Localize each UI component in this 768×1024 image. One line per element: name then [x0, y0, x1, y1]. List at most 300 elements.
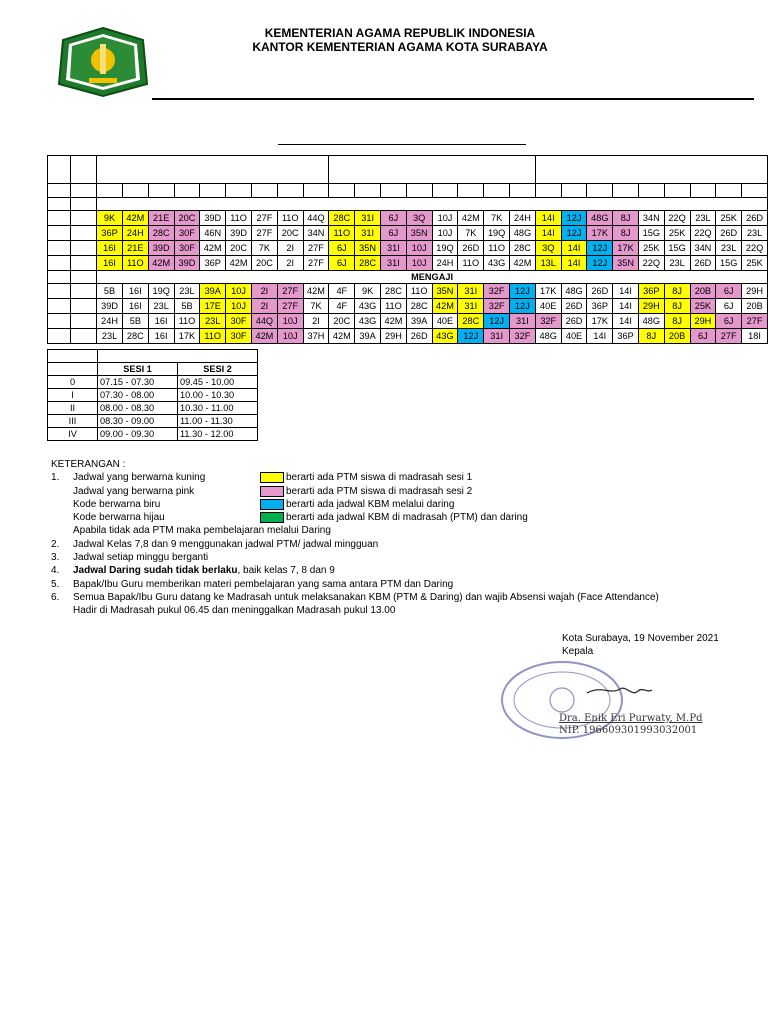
schedule-cell: 3Q: [535, 241, 561, 256]
schedule-cell: 31I: [458, 284, 484, 299]
schedule-cell: 35N: [613, 256, 639, 271]
schedule-cell: 36P: [638, 284, 664, 299]
header-cell: [97, 198, 768, 211]
schedule-cell: 23L: [716, 241, 742, 256]
schedule-cell: 8J: [664, 314, 690, 329]
schedule-cell: 28C: [122, 329, 148, 344]
session-time: 08.00 - 08.30: [98, 402, 178, 415]
note-6-continued: Hadir di Madrasah pukul 06.45 dan meninggalkan Madrasah pukul 13.00: [73, 605, 396, 617]
schedule-cell: 6J: [381, 211, 407, 226]
schedule-cell: 25K: [638, 241, 664, 256]
schedule-cell: 30F: [226, 314, 252, 329]
session-time: 11.00 - 11.30: [178, 415, 258, 428]
sesi-row: [48, 402, 258, 415]
schedule-cell: 22Q: [638, 256, 664, 271]
schedule-cell: 17K: [535, 284, 561, 299]
schedule-cell: 20C: [226, 241, 252, 256]
schedule-cell: 23L: [97, 329, 123, 344]
schedule-cell: 29H: [742, 284, 768, 299]
note-yellow-meaning: berarti ada PTM siswa di madrasah sesi 1: [286, 472, 473, 484]
schedule-cell: 8J: [664, 299, 690, 314]
header-cell: [71, 156, 97, 184]
note-number: 4.: [51, 565, 60, 577]
schedule-cell: 31I: [381, 256, 407, 271]
schedule-cell: 39D: [148, 241, 174, 256]
schedule-cell: 25K: [690, 299, 716, 314]
session-time: 07.30 - 08.00: [98, 389, 178, 402]
schedule-cell: 48G: [510, 226, 536, 241]
schedule-cell: 42M: [458, 211, 484, 226]
note-blue-meaning: berarti ada jadwal KBM melalui daring: [286, 498, 455, 510]
period-label: I: [48, 389, 98, 402]
header-cell: [226, 184, 252, 198]
schedule-cell: 28C: [355, 256, 381, 271]
schedule-cell: 16I: [148, 329, 174, 344]
schedule-cell: 17K: [174, 329, 200, 344]
schedule-cell: 11O: [329, 226, 355, 241]
schedule-cell: 43G: [355, 299, 381, 314]
schedule-cell: 39A: [200, 284, 226, 299]
sesi-row: [48, 415, 258, 428]
schedule-cell: 11O: [277, 211, 303, 226]
schedule-cell: 15G: [716, 256, 742, 271]
schedule-cell: 12J: [458, 329, 484, 344]
schedule-cell: 15G: [664, 241, 690, 256]
row-label-cell: [48, 256, 71, 271]
schedule-cell: 32F: [484, 284, 510, 299]
schedule-cell: 20B: [690, 284, 716, 299]
note-blue-label: Kode berwarna biru: [73, 498, 161, 510]
session-time: 08.30 - 09.00: [98, 415, 178, 428]
notes-title: KETERANGAN :: [51, 459, 126, 470]
schedule-cell: 28C: [458, 314, 484, 329]
schedule-cell: 10J: [406, 256, 432, 271]
sesi-header-row: [48, 363, 258, 376]
header-cell: [561, 184, 587, 198]
schedule-cell: 34N: [303, 226, 329, 241]
schedule-cell: 2I: [277, 256, 303, 271]
schedule-cell: 28C: [329, 211, 355, 226]
schedule-cell: 26D: [561, 299, 587, 314]
schedule-cell: 42M: [200, 241, 226, 256]
row-label-cell: [71, 226, 97, 241]
schedule-cell: 29H: [638, 299, 664, 314]
schedule-cell: 48G: [638, 314, 664, 329]
yellow-swatch: [260, 472, 284, 483]
sesi-2-header: SESI 2: [178, 363, 258, 376]
schedule-cell: 37H: [303, 329, 329, 344]
header-cell: [251, 184, 277, 198]
schedule-row: [48, 314, 768, 329]
schedule-cell: 36P: [613, 329, 639, 344]
schedule-cell: 42M: [226, 256, 252, 271]
schedule-cell: 10J: [277, 314, 303, 329]
schedule-cell: 29H: [690, 314, 716, 329]
row-label-cell: [48, 329, 71, 344]
header-cell: [277, 184, 303, 198]
signer-nip: NIP. 196609301993032001: [559, 725, 698, 736]
schedule-row: [48, 329, 768, 344]
schedule-cell: 13L: [535, 256, 561, 271]
schedule-cell: 14I: [561, 241, 587, 256]
schedule-cell: 42M: [122, 211, 148, 226]
schedule-cell: 14I: [613, 314, 639, 329]
header-cell: [329, 156, 535, 184]
schedule-cell: 39A: [406, 314, 432, 329]
header-cell: [458, 184, 484, 198]
schedule-cell: 20C: [251, 256, 277, 271]
schedule-row: [48, 241, 768, 256]
header-cell: [174, 184, 200, 198]
green-swatch: [260, 512, 284, 523]
kemenag-logo: [55, 26, 151, 98]
signer-identity: [559, 713, 702, 737]
schedule-cell: 23L: [174, 284, 200, 299]
header-cell: [690, 184, 716, 198]
sesi-row: [48, 376, 258, 389]
header-cell: [484, 184, 510, 198]
schedule-cell: 30F: [226, 329, 252, 344]
schedule-cell: 17K: [587, 226, 613, 241]
schedule-cell: 22Q: [664, 211, 690, 226]
schedule-cell: 3Q: [406, 211, 432, 226]
schedule-cell: 16I: [122, 299, 148, 314]
schedule-cell: 12J: [510, 284, 536, 299]
schedule-cell: 20C: [277, 226, 303, 241]
schedule-cell: 40E: [432, 314, 458, 329]
header-cell: [664, 184, 690, 198]
schedule-cell: 23L: [200, 314, 226, 329]
schedule-cell: 36P: [200, 256, 226, 271]
header-cell: [716, 184, 742, 198]
schedule-cell: 10J: [277, 329, 303, 344]
schedule-cell: 22Q: [690, 226, 716, 241]
schedule-cell: 26D: [742, 211, 768, 226]
schedule-cell: 24H: [97, 314, 123, 329]
schedule-cell: 17E: [200, 299, 226, 314]
schedule-cell: 6J: [716, 299, 742, 314]
schedule-cell: 27F: [742, 314, 768, 329]
row-label-cell: [71, 299, 97, 314]
schedule-cell: 24H: [510, 211, 536, 226]
schedule-cell: 10J: [432, 226, 458, 241]
schedule-cell: 19Q: [148, 284, 174, 299]
schedule-cell: 11O: [381, 299, 407, 314]
schedule-cell: 11O: [174, 314, 200, 329]
schedule-cell: 31I: [355, 211, 381, 226]
period-label: II: [48, 402, 98, 415]
schedule-cell: 11O: [458, 256, 484, 271]
schedule-cell: 11O: [122, 256, 148, 271]
schedule-cell: 39D: [174, 256, 200, 271]
schedule-cell: 8J: [613, 211, 639, 226]
schedule-cell: 20C: [174, 211, 200, 226]
schedule-cell: 12J: [510, 299, 536, 314]
schedule-cell: 11O: [484, 241, 510, 256]
schedule-cell: 23L: [742, 226, 768, 241]
schedule-cell: 19Q: [432, 241, 458, 256]
schedule-cell: 15G: [638, 226, 664, 241]
schedule-cell: 14I: [561, 256, 587, 271]
schedule-cell: 17K: [587, 314, 613, 329]
schedule-cell: 27F: [716, 329, 742, 344]
schedule-cell: 27F: [277, 284, 303, 299]
header-cell: [48, 184, 71, 198]
schedule-cell: 48G: [535, 329, 561, 344]
row-label-cell: [71, 241, 97, 256]
schedule-cell: 11O: [200, 329, 226, 344]
schedule-cell: 28C: [510, 241, 536, 256]
schedule-cell: 23L: [148, 299, 174, 314]
session-time: 11.30 - 12.00: [178, 428, 258, 441]
blue-swatch: [260, 499, 284, 510]
schedule-cell: 48G: [587, 211, 613, 226]
schedule-cell: 5B: [122, 314, 148, 329]
schedule-cell: 25K: [664, 226, 690, 241]
schedule-cell: 24H: [432, 256, 458, 271]
schedule-cell: 14I: [535, 211, 561, 226]
header-cell: [510, 184, 536, 198]
schedule-cell: 2I: [277, 241, 303, 256]
schedule-cell: 43G: [432, 329, 458, 344]
header-cell: [303, 184, 329, 198]
schedule-cell: 35N: [355, 241, 381, 256]
schedule-cell: 42M: [303, 284, 329, 299]
note-yellow-label: Jadwal yang berwarna kuning: [73, 472, 206, 484]
header-cell: [48, 198, 71, 211]
schedule-cell: 20B: [742, 299, 768, 314]
schedule-cell: 31I: [510, 314, 536, 329]
schedule-cell: 32F: [510, 329, 536, 344]
schedule-cell: 5B: [97, 284, 123, 299]
schedule-cell: 10J: [432, 211, 458, 226]
schedule-cell: 28C: [381, 284, 407, 299]
note-number: 6.: [51, 591, 60, 603]
schedule-cell: 44Q: [303, 211, 329, 226]
schedule-cell: 43G: [484, 256, 510, 271]
schedule-cell: 12J: [561, 211, 587, 226]
row-label-cell: [71, 284, 97, 299]
session-times-table: [47, 349, 258, 441]
schedule-cell: 12J: [587, 241, 613, 256]
schedule-row: [48, 226, 768, 241]
header-cell: [97, 156, 329, 184]
schedule-cell: 7K: [251, 241, 277, 256]
schedule-cell: 31I: [355, 226, 381, 241]
header-cell: [122, 184, 148, 198]
row-label-cell: [48, 241, 71, 256]
schedule-header-row: [48, 156, 768, 184]
schedule-cell: 39A: [355, 329, 381, 344]
row-label-cell: [48, 299, 71, 314]
schedule-cell: 23L: [690, 211, 716, 226]
schedule-cell: 12J: [484, 314, 510, 329]
note-pink-label: Jadwal yang berwarna pink: [73, 485, 195, 497]
schedule-cell: 10J: [226, 299, 252, 314]
schedule-cell: 42M: [251, 329, 277, 344]
header-cell: [406, 184, 432, 198]
schedule-cell: 16I: [97, 256, 123, 271]
letterhead-line-2: KANTOR KEMENTERIAN AGAMA KOTA SURABAYA: [252, 40, 548, 54]
schedule-cell: 42M: [329, 329, 355, 344]
header-cell: [742, 184, 768, 198]
signer-role: Kepala: [562, 646, 594, 657]
note-number: 1.: [51, 472, 60, 484]
schedule-cell: 22Q: [742, 241, 768, 256]
schedule-cell: 8J: [638, 329, 664, 344]
header-cell: [432, 184, 458, 198]
schedule-cell: 6J: [329, 256, 355, 271]
header-cell: [200, 184, 226, 198]
sesi-row: [48, 428, 258, 441]
schedule-cell: 42M: [381, 314, 407, 329]
schedule-cell: 11O: [406, 284, 432, 299]
schedule-cell: 29H: [381, 329, 407, 344]
schedule-cell: 4F: [329, 299, 355, 314]
schedule-cell: 8J: [664, 284, 690, 299]
row-label-cell: [48, 211, 71, 226]
schedule-cell: 6J: [329, 241, 355, 256]
note-4-rest: , baik kelas 7, 8 dan 9: [237, 565, 335, 577]
schedule-cell: 42M: [148, 256, 174, 271]
schedule-spacer-row: [48, 198, 768, 211]
schedule-cell: 32F: [535, 314, 561, 329]
schedule-cell: 28C: [406, 299, 432, 314]
schedule-row: [48, 256, 768, 271]
note-2: Jadwal Kelas 7,8 dan 9 menggunakan jadwal PTM/ jadwal mingguan: [73, 538, 379, 550]
row-label-cell: [71, 256, 97, 271]
header-cell: [638, 184, 664, 198]
schedule-cell: 20B: [664, 329, 690, 344]
schedule-cell: 39D: [200, 211, 226, 226]
schedule-cell: 34N: [638, 211, 664, 226]
row-label-cell: [48, 271, 71, 284]
header-cell: [48, 156, 71, 184]
note-number: 3.: [51, 552, 60, 564]
schedule-cell: 46N: [200, 226, 226, 241]
schedule-cell: 6J: [716, 284, 742, 299]
session-time: 07.15 - 07.30: [98, 376, 178, 389]
note-4-bold: Jadwal Daring sudah tidak berlaku: [73, 565, 238, 577]
row-label-cell: [48, 284, 71, 299]
schedule-cell: 26D: [561, 314, 587, 329]
schedule-cell: 25K: [716, 211, 742, 226]
schedule-cell: 24H: [122, 226, 148, 241]
schedule-cell: 42M: [510, 256, 536, 271]
schedule-cell: 27F: [303, 241, 329, 256]
note-5: Bapak/Ibu Guru memberikan materi pembelajaran yang sama antara PTM dan Daring: [73, 578, 454, 590]
schedule-cell: 14I: [613, 284, 639, 299]
header-cell: [148, 184, 174, 198]
schedule-subheader-row: [48, 184, 768, 198]
mengaji-row: [48, 271, 768, 284]
session-time: 10.30 - 11.00: [178, 402, 258, 415]
header-cell: [97, 184, 123, 198]
note-number: 5.: [51, 578, 60, 590]
header-cell: [71, 184, 97, 198]
row-label-cell: [71, 314, 97, 329]
schedule-cell: 42M: [432, 299, 458, 314]
note-number: 2.: [51, 538, 60, 550]
schedule-cell: 20C: [329, 314, 355, 329]
schedule-cell: 26D: [458, 241, 484, 256]
schedule-cell: 48G: [561, 284, 587, 299]
schedule-cell: 7K: [303, 299, 329, 314]
note-3: Jadwal setiap minggu berganti: [73, 552, 209, 564]
schedule-cell: 14I: [613, 299, 639, 314]
schedule-cell: 7K: [458, 226, 484, 241]
schedule-cell: 39D: [97, 299, 123, 314]
session-time: 09.00 - 09.30: [98, 428, 178, 441]
schedule-cell: 6J: [716, 314, 742, 329]
sesi-row: [48, 389, 258, 402]
sesi-title-row: [48, 350, 258, 363]
schedule-cell: 40E: [535, 299, 561, 314]
schedule-row: [48, 284, 768, 299]
schedule-cell: 12J: [561, 226, 587, 241]
schedule-cell: 4F: [329, 284, 355, 299]
schedule-cell: 2I: [251, 284, 277, 299]
schedule-cell: 27F: [277, 299, 303, 314]
schedule-cell: 27F: [303, 256, 329, 271]
header-cell: [535, 156, 767, 184]
schedule-cell: 21E: [122, 241, 148, 256]
schedule-cell: 7K: [484, 211, 510, 226]
schedule-cell: 27F: [251, 226, 277, 241]
header-cell: [71, 198, 97, 211]
schedule-cell: 36P: [587, 299, 613, 314]
header-cell: [381, 184, 407, 198]
title-underline: [278, 144, 526, 145]
header-cell: [613, 184, 639, 198]
row-label-cell: [71, 211, 97, 226]
mengaji-label: MENGAJI: [97, 271, 768, 284]
schedule-cell: 16I: [148, 314, 174, 329]
note-green-meaning: berarti ada jadwal KBM di madrasah (PTM) dan daring: [286, 512, 528, 524]
header-cell: [355, 184, 381, 198]
row-label-cell: [48, 314, 71, 329]
schedule-cell: 14I: [587, 329, 613, 344]
signer-name: Dra. Enik Eri Purwaty, M.Pd: [559, 713, 703, 724]
schedule-cell: 34N: [690, 241, 716, 256]
schedule-cell: 14I: [535, 226, 561, 241]
schedule-cell: 40E: [561, 329, 587, 344]
schedule-cell: 36P: [97, 226, 123, 241]
schedule-cell: 35N: [432, 284, 458, 299]
schedule-cell: 26D: [716, 226, 742, 241]
schedule-cell: 27F: [251, 211, 277, 226]
note-daring-fallback: Apabila tidak ada PTM maka pembelajaran melalui Daring: [73, 525, 331, 537]
row-label-cell: [71, 271, 97, 284]
schedule-cell: 44Q: [251, 314, 277, 329]
period-label: 0: [48, 376, 98, 389]
header-cell: [535, 184, 561, 198]
schedule-cell: 31I: [381, 241, 407, 256]
schedule-cell: 16I: [97, 241, 123, 256]
schedule-cell: 43G: [355, 314, 381, 329]
schedule-cell: 35N: [406, 226, 432, 241]
schedule-cell: 21E: [148, 211, 174, 226]
schedule-cell: 31I: [458, 299, 484, 314]
letterhead-line-1: KEMENTERIAN AGAMA REPUBLIK INDONESIA: [264, 26, 536, 40]
schedule-cell: 16I: [122, 284, 148, 299]
row-label-cell: [71, 329, 97, 344]
weekly-schedule-table: [47, 155, 768, 344]
schedule-cell: 5B: [174, 299, 200, 314]
session-time: 09.45 - 10.00: [178, 376, 258, 389]
schedule-cell: 10J: [226, 284, 252, 299]
session-time: 10.00 - 10.30: [178, 389, 258, 402]
